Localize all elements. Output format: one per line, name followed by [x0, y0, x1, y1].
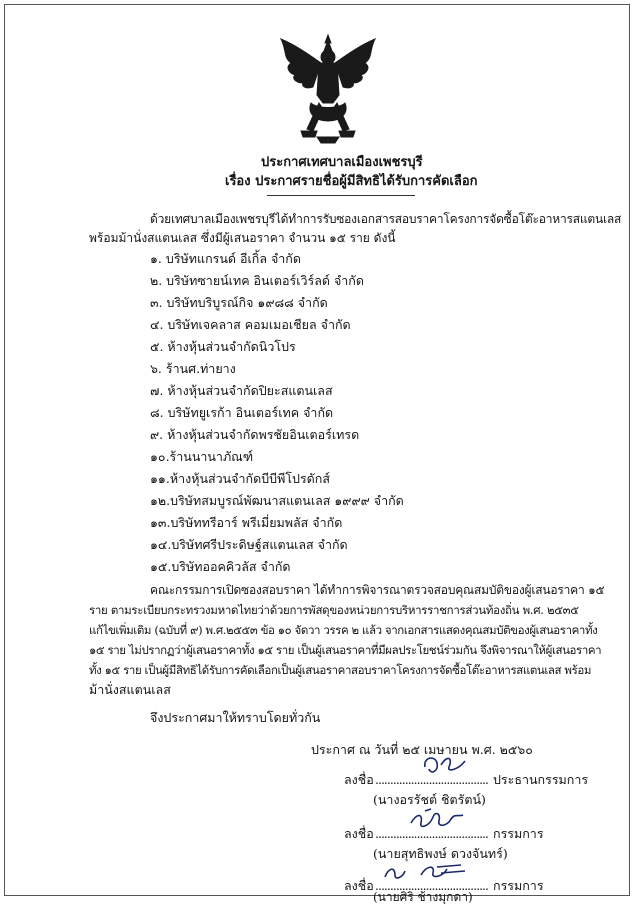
list-item: ๑๐.ร้านนานาภัณฑ์	[150, 449, 254, 464]
announcement: จึงประกาศมาให้ทราบโดยทั่วกัน	[150, 710, 321, 725]
list-item: ๓. บริษัทบริบูรณ์กิจ ๑๙๘๘ จำกัด	[150, 295, 328, 310]
signature-label: ลงชื่อ	[344, 772, 374, 787]
list-item: ๔. บริษัทเจคลาส คอมเมอเชียล จำกัด	[150, 317, 351, 332]
body-line-3: แก้ไขเพิ่มเติม (ฉบับที่ ๙) พ.ศ.๒๕๕๓ ข้อ ๑๐ จัดวา วรรค ๒ แล้ว จากเอกสารแสดงคุณสมบัติของผู้เสนอราคาทั้ง	[89, 623, 598, 637]
list-item: ๙. ห้างหุ้นส่วนจำกัดพรชัยอินเตอร์เทรด	[150, 427, 360, 442]
document-title: ประกาศเทศบาลเมืองเพชรบุรี	[261, 155, 423, 170]
intro-line-1: ด้วยเทศบาลเมืองเพชรบุรีได้ทำการรับซองเอกสารสอบราคาโครงการจัดซื้อโต๊ะอาหารสแตนเลส	[150, 212, 622, 226]
list-item: ๒. บริษัทซายน์เทค อินเตอร์เวิร์ลด์ จำกัด	[150, 273, 364, 288]
handwritten-signature-2	[407, 805, 467, 833]
list-item: ๑๒.บริษัทสมบูรณ์พัฒนาสแตนเลส ๑๙๙๙ จำกัด	[150, 493, 404, 508]
signature-label: ลงชื่อ	[344, 826, 374, 841]
signature-role: กรรมการ	[493, 878, 544, 893]
signer-name: (นางอรรัชต์ ชิตรัตน์)	[373, 792, 486, 807]
document-page	[4, 4, 630, 904]
announcement-date: ประกาศ ณ วันที่ ๒๕ เมษายน พ.ศ. ๒๕๖๐	[311, 742, 533, 757]
body-line-1: คณะกรรมการเปิดซองสอบราคา ได้ทำการพิจารณาตรวจสอบคุณสมบัติของผู้เสนอราคา ๑๕	[150, 583, 605, 597]
signature-label: ลงชื่อ	[344, 878, 374, 893]
signer-name: (นายสุทธิพงษ์ ดวงจันทร์)	[373, 846, 508, 861]
handwritten-signature-1	[419, 751, 469, 779]
signer-name: (นายศิริ ช้างมุกดา)	[373, 890, 473, 904]
garuda-emblem-icon	[277, 33, 379, 145]
signature-role: ประธานกรรมการ	[493, 772, 589, 787]
list-item: ๑๓.บริษัททรีอาร์ พรีเมี่ยมพลัส จำกัด	[150, 515, 343, 530]
list-item: ๖. ร้านศ.ท่ายาง	[150, 361, 236, 376]
body-line-2: ราย ตามระเบียบกระทรวงมหาดไทยว่าด้วยการพัสดุของหน่วยการบริหารราชการส่วนท้องถิ่น พ.ศ. ๒๕๓๕	[89, 603, 579, 617]
body-line-4: ๑๕ ราย ไม่ปรากฏว่าผู้เสนอราคาทั้ง ๑๕ ราย เป็นผู้เสนอราคาที่มีผลประโยชน์ร่วมกัน จึงพิจารณาให้ผู้เสนอราคา	[89, 643, 602, 657]
signature-dots: ......................................	[375, 878, 488, 893]
title-divider	[267, 195, 415, 196]
signature-dots: ......................................	[375, 826, 488, 841]
list-item: ๑๔.บริษัทศรีประดิษฐ์สแตนเลส จำกัด	[150, 537, 348, 552]
list-item: ๑๕.บริษัทออคคิวลัส จำกัด	[150, 559, 291, 574]
body-line-5: ทั้ง ๑๕ ราย เป็นผู้มีสิทธิได้รับการคัดเลือกเป็นผู้เสนอราคาสอบราคาโครงการจัดซื้อโต๊ะอาหารสแตนเลส พร้อม	[89, 663, 592, 677]
list-item: ๕. ห้างหุ้นส่วนจำกัดนิวโปร	[150, 339, 296, 354]
list-item: ๗. ห้างหุ้นส่วนจำกัดปิยะสแตนเลส	[150, 383, 333, 398]
signature-dots: ......................................	[375, 772, 488, 787]
handwritten-signature-3	[381, 857, 471, 885]
list-item: ๑๑.ห้างหุ้นส่วนจำกัดบีบีพีโปรดักส์	[150, 471, 330, 486]
list-item: ๑. บริษัทแกรนด์ อีเกิ้ล จำกัด	[150, 251, 301, 266]
intro-line-2: พร้อมม้านั่งสแตนเลส ซึ่งมีผู้เสนอราคา จำนวน ๑๕ ราย ดังนี้	[89, 231, 396, 245]
list-item: ๘. บริษัทยูเรก้า อินเตอร์เทค จำกัด	[150, 405, 334, 420]
signature-role: กรรมการ	[493, 826, 544, 841]
body-line-6: ม้านั่งสแตนเลส	[89, 682, 171, 697]
document-subject: เรื่อง ประกาศรายชื่อผู้มีสิทธิได้รับการคัดเลือก	[225, 174, 478, 189]
